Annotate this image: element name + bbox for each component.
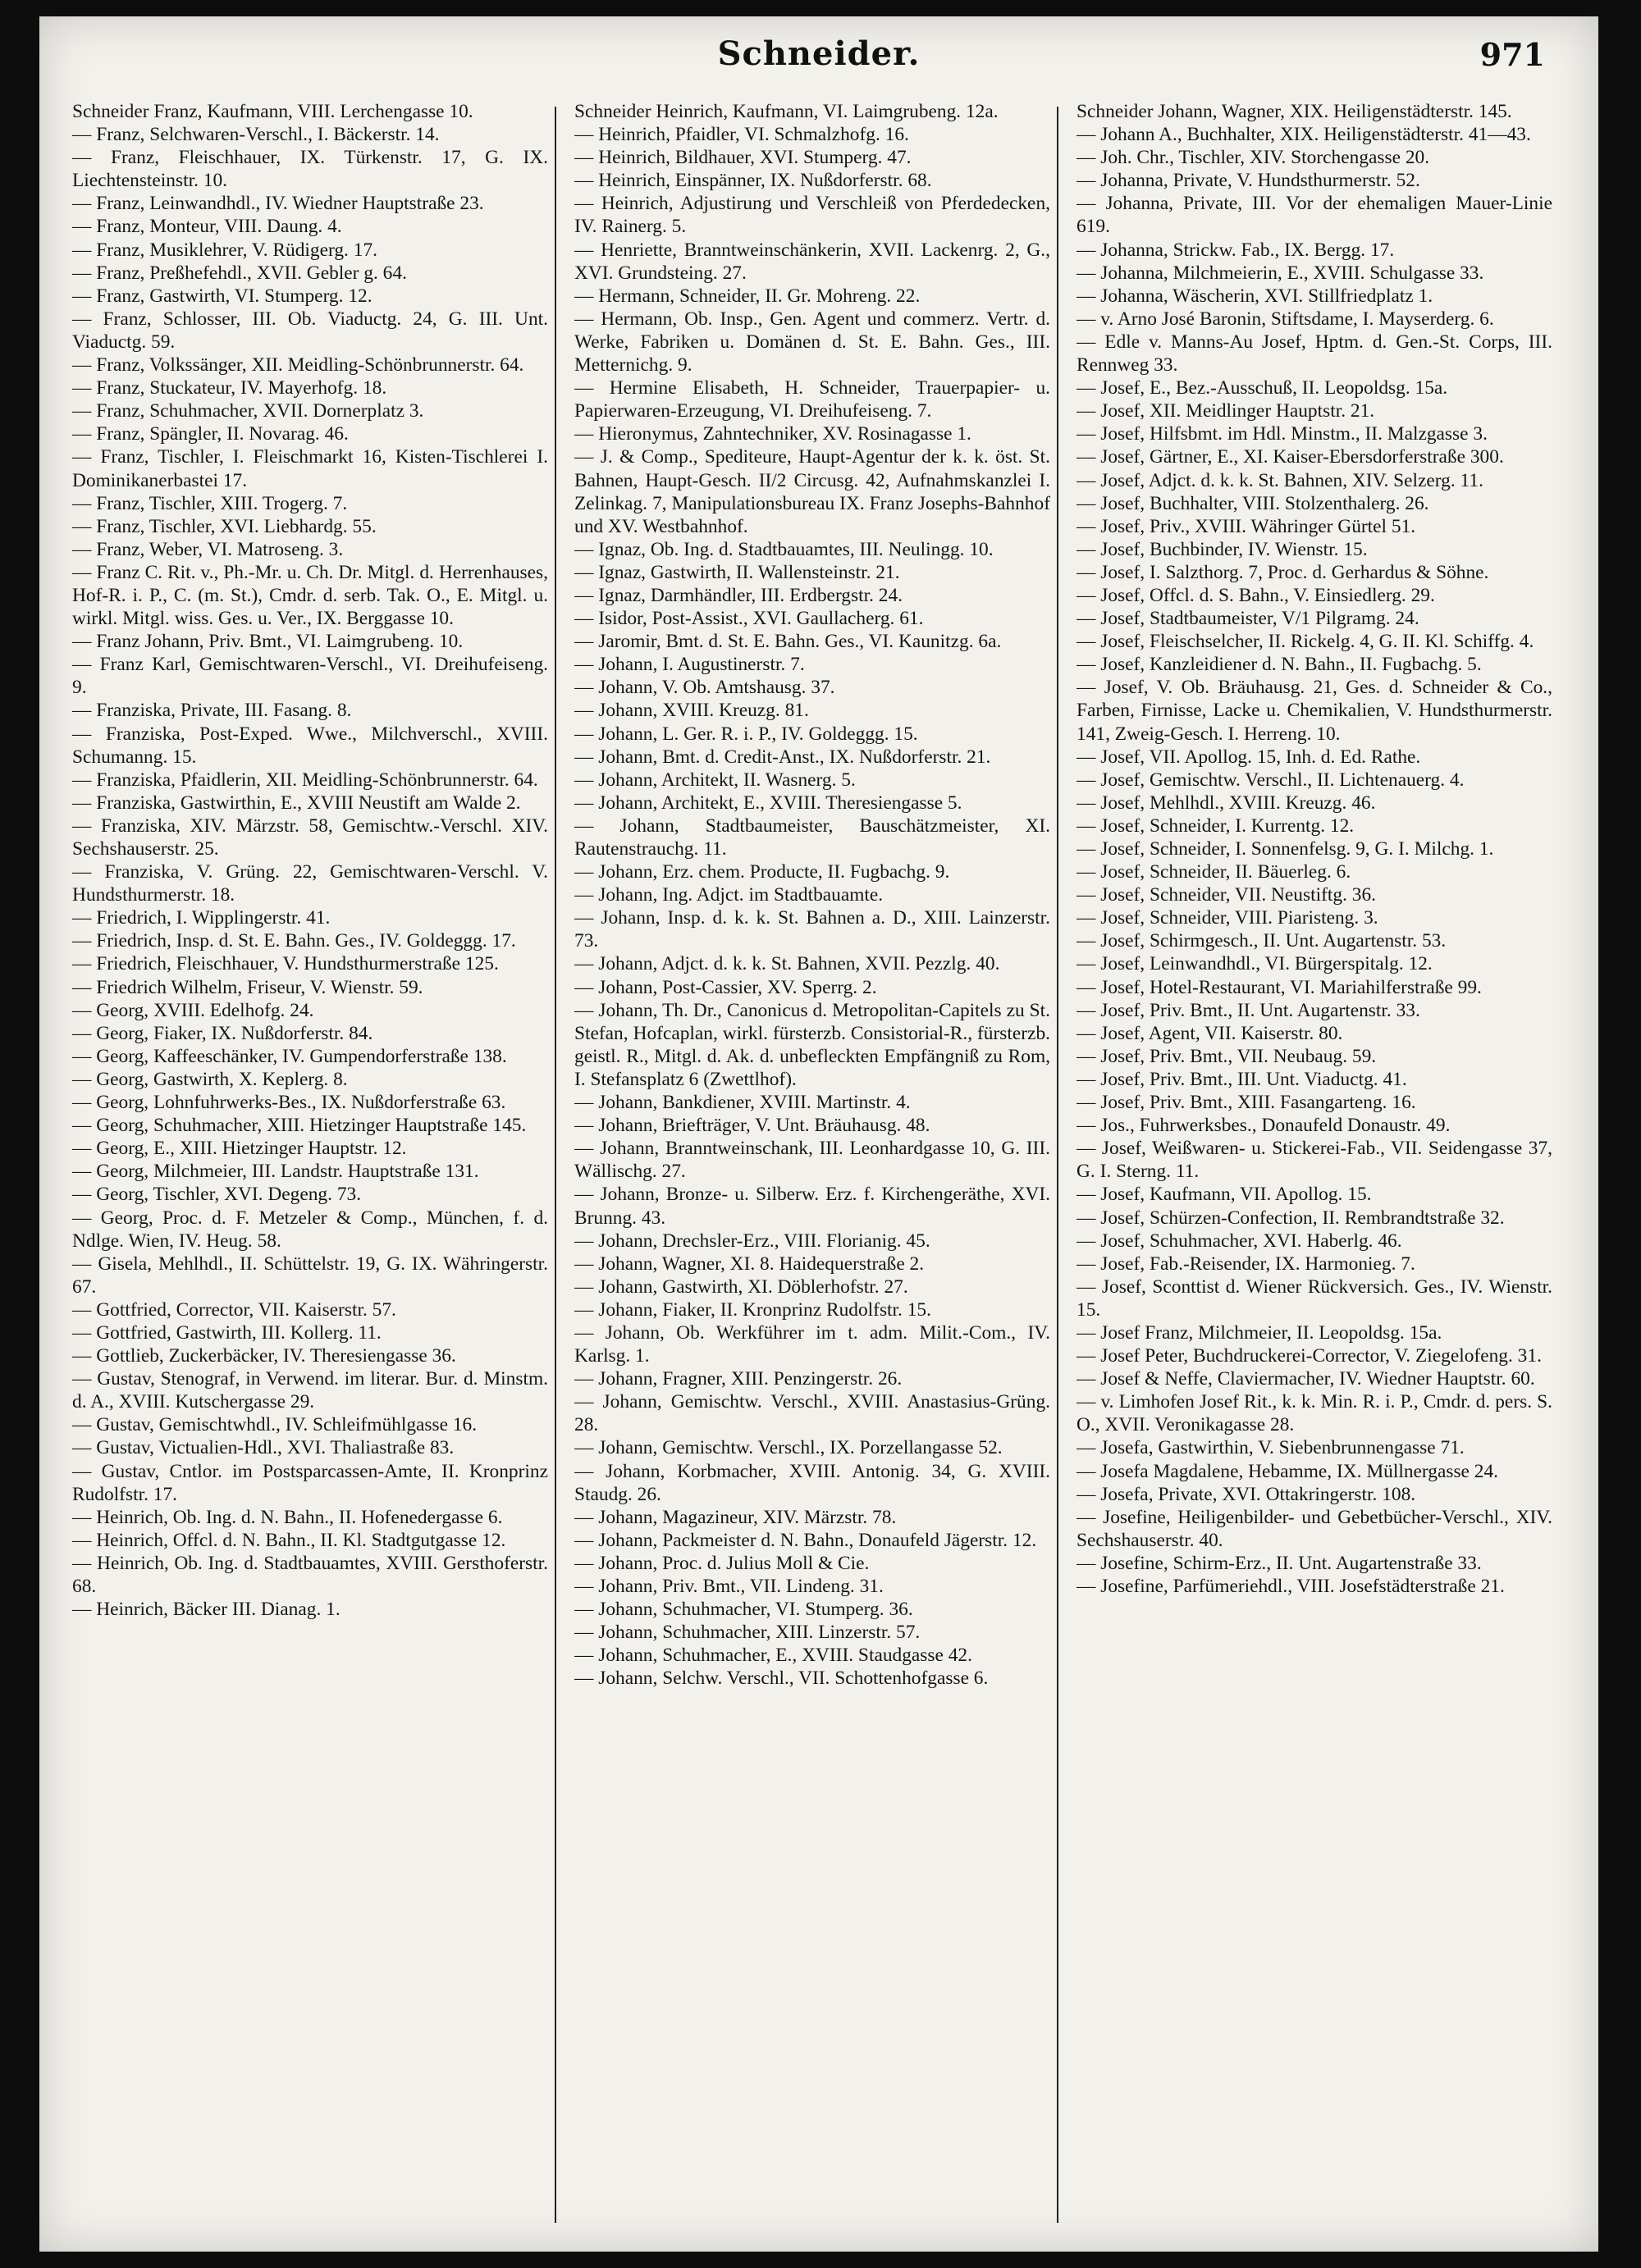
directory-entry: — Johanna, Private, V. Hundsthurmerstr. 52.: [1076, 170, 1420, 192]
directory-entry: — Franziska, Pfaidlerin, XII. Meidling-Schönbrunnerstr. 64.: [72, 769, 538, 791]
directory-entry: — Josef, Kaufmann, VII. Apollog. 15.: [1076, 1184, 1372, 1206]
directory-entry: — Johann, Bronze- u. Silberw. Erz. f. Kirchengeräthe, XVI. Brunng. 43.: [574, 1184, 1050, 1229]
directory-entry: — Heinrich, Ob. Ing. d. Stadtbauamtes, XVIII. Gersthoferstr. 68.: [72, 1552, 548, 1597]
directory-entry: — Josef, Schneider, I. Kurrentg. 12.: [1076, 815, 1355, 837]
directory-entry: — Josef Franz, Milchmeier, II. Leopoldsg. 15a.: [1076, 1321, 1442, 1344]
directory-entry: — Johann, Wagner, XI. 8. Haidequerstraße 2.: [574, 1253, 925, 1275]
directory-entry: — Josef, Gemischtw. Verschl., II. Lichtenauerg. 4.: [1076, 769, 1465, 791]
directory-entry: — Heinrich, Einspänner, IX. Nußdorferstr. 68.: [574, 170, 932, 192]
directory-entry: — Franziska, Post-Exped. Wwe., Milchverschl., XVIII. Schumanng. 15.: [72, 723, 548, 768]
directory-entry: — Franz, Weber, VI. Matroseng. 3.: [72, 538, 344, 560]
directory-entry: — Georg, Fiaker, IX. Nußdorferstr. 84.: [72, 1022, 373, 1044]
directory-entry: — Friedrich, I. Wipplingerstr. 41.: [72, 907, 331, 929]
directory-entry: — Heinrich, Bäcker III. Dianag. 1.: [72, 1599, 341, 1621]
directory-entry: — Johann, Drechsler-Erz., VIII. Florianig. 45.: [574, 1230, 930, 1252]
directory-entry: — Josef, Mehlhdl., XVIII. Kreuzg. 46.: [1076, 792, 1376, 814]
directory-entry: — Franz, Monteur, VIII. Daung. 4.: [72, 216, 342, 238]
column-3: [1076, 100, 1552, 2233]
directory-entry: — Johann, Erz. chem. Producte, II. Fugbachg. 9.: [574, 861, 950, 883]
directory-entry: — Heinrich, Ob. Ing. d. N. Bahn., II. Hofenedergasse 6.: [72, 1506, 503, 1528]
directory-entry: — Josef, Schürzen-Confection, II. Rembrandtstraße 32.: [1076, 1207, 1505, 1229]
directory-entry: — v. Arno José Baronin, Stiftsdame, I. Mayserderg. 6.: [1076, 308, 1494, 330]
directory-entry: — Friedrich Wilhelm, Friseur, V. Wienstr. 59.: [72, 976, 423, 998]
directory-entry: — Josef, Stadtbaumeister, V/1 Pilgramg. 24.: [1076, 608, 1419, 630]
directory-entry: — Johann, Ob. Werkführer im t. adm. Milit.-Com., IV. Karlsg. 1.: [574, 1321, 1050, 1367]
directory-entry: — Johann, Gastwirth, XI. Döblerhofstr. 27.: [574, 1275, 908, 1298]
directory-entry: — Johann, Fiaker, II. Kronprinz Rudolfstr. 15.: [574, 1298, 931, 1321]
directory-entry: — Johanna, Private, III. Vor der ehemaligen Mauer-Linie 619.: [1076, 193, 1552, 238]
directory-entry: — Josef, XII. Meidlinger Hauptstr. 21.: [1076, 400, 1375, 422]
directory-entry: — Gisela, Mehlhdl., II. Schüttelstr. 19, G. IX. Währingerstr. 67.: [72, 1253, 548, 1298]
directory-entry: — Franziska, V. Grüng. 22, Gemischtwaren-Verschl. V. Hundsthurmerstr. 18.: [72, 861, 548, 906]
directory-entry: — v. Limhofen Josef Rit., k. k. Min. R. i. P., Cmdr. d. pers. S. O., XVII. Veronikagasse 28.: [1076, 1391, 1552, 1436]
directory-entry: — Josef, E., Bez.-Ausschuß, II. Leopoldsg. 15a.: [1076, 377, 1448, 399]
directory-entry: — Johanna, Milchmeierin, E., XVIII. Schulgasse 33.: [1076, 262, 1484, 284]
directory-entry: — Franz, Leinwandhdl., IV. Wiedner Hauptstraße 23.: [72, 193, 484, 215]
directory-entry: — Henriette, Branntweinschänkerin, XVII. Lackenrg. 2, G., XVI. Grundsteing. 27.: [574, 239, 1050, 284]
directory-entry: — Franz, Gastwirth, VI. Stumperg. 12.: [72, 285, 373, 307]
directory-entry: — Ignaz, Gastwirth, II. Wallensteinstr. 21.: [574, 561, 900, 583]
directory-entry: — Franz, Musiklehrer, V. Rüdigerg. 17.: [72, 239, 377, 261]
directory-entry: — Johann, Fragner, XIII. Penzingerstr. 26.: [574, 1368, 903, 1390]
directory-entry: — Johann, Gemischtw. Verschl., IX. Porzellangasse 52.: [574, 1437, 1003, 1459]
directory-entry: — Johann, Bankdiener, XVIII. Martinstr. 4.: [574, 1092, 911, 1114]
directory-entry: — Josef, Priv. Bmt., III. Unt. Viaductg. 41.: [1076, 1068, 1407, 1090]
directory-entry: — Johann, Proc. d. Julius Moll & Cie.: [574, 1552, 870, 1574]
directory-entry: — Josef Peter, Buchdruckerei-Corrector, V. Ziegelofeng. 31.: [1076, 1345, 1542, 1367]
directory-entry: — Joh. Chr., Tischler, XIV. Storchengasse 20.: [1076, 147, 1430, 169]
directory-entry: — Franz, Tischler, XVI. Liebhardg. 55.: [72, 515, 377, 537]
directory-entry: — Heinrich, Adjustirung und Verschleiß von Pferdedecken, IV. Rainerg. 5.: [574, 193, 1050, 238]
directory-entry: — Josef, Schneider, I. Sonnenfelsg. 9, G. I. Milchg. 1.: [1076, 838, 1494, 860]
directory-entry: — Franz, Fleischhauer, IX. Türkenstr. 17, G. IX. Liechtensteinstr. 10.: [72, 147, 548, 192]
directory-entry: — Johann, Post-Cassier, XV. Sperrg. 2.: [574, 976, 877, 998]
directory-entry: — Friedrich, Insp. d. St. E. Bahn. Ges., IV. Goldeggg. 17.: [72, 930, 516, 952]
directory-entry: — Josef, I. Salzthorg. 7, Proc. d. Gerhardus & Söhne.: [1076, 561, 1489, 583]
directory-entry: — Jos., Fuhrwerksbes., Donaufeld Donaustr. 49.: [1076, 1115, 1451, 1137]
directory-entry: — Johann, Priv. Bmt., VII. Lindeng. 31.: [574, 1576, 884, 1597]
directory-entry: — Franz, Selchwaren-Verschl., I. Bäckerstr. 14.: [72, 124, 440, 146]
directory-entry: — Gottfried, Gastwirth, III. Kollerg. 11.: [72, 1321, 382, 1344]
directory-entry: — Josefine, Parfümeriehdl., VIII. Josefstädterstraße 21.: [1076, 1576, 1505, 1597]
directory-entry: — Georg, Gastwirth, X. Keplerg. 8.: [72, 1068, 348, 1090]
directory-entry: — Johann, Magazineur, XIV. Märzstr. 78.: [574, 1506, 897, 1528]
directory-entry: — Josefa Magdalene, Hebamme, IX. Müllnergasse 24.: [1076, 1460, 1499, 1482]
directory-entry: — Gottfried, Corrector, VII. Kaiserstr. 57.: [72, 1298, 396, 1321]
directory-entry: Schneider Johann, Wagner, XIX. Heiligenstädterstr. 145.: [1076, 101, 1512, 122]
directory-entry: — Josef, Agent, VII. Kaiserstr. 80.: [1076, 1022, 1343, 1044]
column-rule: [555, 107, 556, 2223]
directory-entry: — Johann, Selchw. Verschl., VII. Schottenhofgasse 6.: [574, 1668, 989, 1690]
directory-entry: — Johann, Adjct. d. k. k. St. Bahnen, XVII. Pezzlg. 40.: [574, 953, 1000, 975]
directory-entry: — Franziska, XIV. Märzstr. 58, Gemischtw.-Verschl. XIV. Sechshauserstr. 25.: [72, 815, 548, 860]
directory-entry: — Ignaz, Darmhändler, III. Erdbergstr. 24.: [574, 584, 903, 606]
directory-entry: — Josef, Kanzleidiener d. N. Bahn., II. Fugbachg. 5.: [1076, 654, 1482, 676]
directory-entry: Schneider Heinrich, Kaufmann, VI. Laimgrubeng. 12a.: [574, 101, 999, 122]
directory-entry: — Josef, Offcl. d. S. Bahn., V. Einsiedlerg. 29.: [1076, 584, 1435, 606]
directory-entry: — Hieronymus, Zahntechniker, XV. Rosinagasse 1.: [574, 423, 971, 445]
page-number: 971: [1479, 36, 1545, 73]
directory-entry: — Georg, E., XIII. Hietzinger Hauptstr. 12.: [72, 1138, 407, 1160]
directory-entry: Schneider Franz, Kaufmann, VIII. Lerchengasse 10.: [72, 101, 473, 122]
directory-entry: — Josef, Sconttist d. Wiener Rückversich. Ges., IV. Wienstr. 15.: [1076, 1275, 1552, 1321]
directory-entry: — Johann, Bmt. d. Credit-Anst., IX. Nußdorferstr. 21.: [574, 746, 991, 768]
directory-entry: — Franz, Stuckateur, IV. Mayerhofg. 18.: [72, 377, 387, 399]
directory-entry: — Josef, Schneider, VIII. Piaristeng. 3.: [1076, 907, 1378, 929]
directory-entry: — Johann, XVIII. Kreuzg. 81.: [574, 700, 809, 722]
directory-entry: — Franz C. Rit. v., Ph.-Mr. u. Ch. Dr. Mitgl. d. Herrenhauses, Hof-R. i. P., C. (m. St.), Cmdr. d. serb. Tak. O., E. Mitgl. u. wirkl. Mitgl. wiss. Ges. u. Ver., IX. Berggasse 10.: [72, 561, 548, 630]
directory-entry: — Josef, V. Ob. Bräuhausg. 21, Ges. d. Schneider & Co., Farben, Firnisse, Lacke u. Chemikalien, V. Hundsthurmerstr. 141, Zweig-Gesch. I. Herreng. 10.: [1076, 677, 1552, 745]
directory-entry: — Josef, Buchhalter, VIII. Stolzenthalerg. 26.: [1076, 492, 1429, 514]
directory-entry: — Josef, VII. Apollog. 15, Inh. d. Ed. Rathe.: [1076, 746, 1421, 768]
directory-entry: — Johann, Architekt, E., XVIII. Theresiengasse 5.: [574, 792, 962, 814]
directory-entry: — Franziska, Private, III. Fasang. 8.: [72, 700, 352, 722]
directory-entry: — Georg, Tischler, XVI. Degeng. 73.: [72, 1184, 362, 1206]
directory-entry: — Edle v. Manns-Au Josef, Hptm. d. Gen.-St. Corps, III. Rennweg 33.: [1076, 331, 1552, 376]
directory-entry: — Josef, Priv. Bmt., II. Unt. Augartenstr. 33.: [1076, 999, 1420, 1021]
directory-entry: — Ignaz, Ob. Ing. d. Stadtbauamtes, III. Neulingg. 10.: [574, 538, 994, 560]
directory-entry: — Isidor, Post-Assist., XVI. Gaullacherg. 61.: [574, 608, 924, 630]
directory-entry: — Johann, L. Ger. R. i. P., IV. Goldeggg. 15.: [574, 723, 918, 745]
directory-entry: — Johann, Briefträger, V. Unt. Bräuhausg. 48.: [574, 1115, 930, 1137]
directory-entry: — Josef, Priv., XVIII. Währinger Gürtel 51.: [1076, 515, 1416, 537]
directory-entry: — Johanna, Strickw. Fab., IX. Bergg. 17.: [1076, 239, 1395, 261]
directory-entry: — Johann, I. Augustinerstr. 7.: [574, 654, 805, 676]
directory-entry: — Johann, Korbmacher, XVIII. Antonig. 34, G. XVIII. Staudg. 26.: [574, 1460, 1050, 1505]
directory-entry: — Johann, Schuhmacher, XIII. Linzerstr. 57.: [574, 1622, 921, 1644]
directory-entry: — Franz Karl, Gemischtwaren-Verschl., VI. Dreihufeiseng. 9.: [72, 654, 548, 699]
directory-entry: — Franz, Tischler, I. Fleischmarkt 16, Kisten-Tischlerei I. Dominikanerbastei 17.: [72, 446, 548, 491]
directory-entry: — Franz, Spängler, II. Novarag. 46.: [72, 423, 349, 445]
directory-entry: — Josefine, Schirm-Erz., II. Unt. Augartenstraße 33.: [1076, 1552, 1482, 1574]
directory-entry: — Gustav, Stenograf, in Verwend. im literar. Bur. d. Minstm. d. A., XVIII. Kutschergasse 29.: [72, 1368, 548, 1413]
directory-entry: — Hermann, Schneider, II. Gr. Mohreng. 22.: [574, 285, 921, 307]
directory-entry: — Gottlieb, Zuckerbäcker, IV. Theresiengasse 36.: [72, 1345, 456, 1367]
column-1: [72, 100, 548, 2233]
directory-entry: — Franz Johann, Priv. Bmt., VI. Laimgrubeng. 10.: [72, 631, 464, 653]
directory-entry: — Josef, Priv. Bmt., XIII. Fasangarteng. 16.: [1076, 1092, 1416, 1114]
directory-entry: — Josefa, Gastwirthin, V. Siebenbrunnengasse 71.: [1076, 1437, 1465, 1459]
directory-entry: — Johann, Ing. Adjct. im Stadtbauamte.: [574, 884, 884, 906]
directory-entry: — Johann, Branntweinschank, III. Leonhardgasse 10, G. III. Wällischg. 27.: [574, 1138, 1050, 1183]
directory-entry: — Josef, Priv. Bmt., VII. Neubaug. 59.: [1076, 1045, 1377, 1067]
directory-entry: — Franziska, Gastwirthin, E., XVIII Neustift am Walde 2.: [72, 792, 521, 814]
directory-entry: — Gustav, Victualien-Hdl., XVI. Thaliastraße 83.: [72, 1437, 455, 1459]
directory-entry: — Jaromir, Bmt. d. St. E. Bahn. Ges., VI. Kaunitzg. 6a.: [574, 631, 1002, 653]
directory-entry: — Franz, Schuhmacher, XVII. Dornerplatz 3.: [72, 400, 424, 422]
directory-entry: — Josef, Buchbinder, IV. Wienstr. 15.: [1076, 538, 1368, 560]
directory-entry: — Josef, Hilfsbmt. im Hdl. Minstm., II. Malzgasse 3.: [1076, 423, 1488, 445]
directory-entry: — Johann, Architekt, II. Wasnerg. 5.: [574, 769, 856, 791]
directory-entry: — Josef, Fleischselcher, II. Rickelg. 4, G. II. Kl. Schiffg. 4.: [1076, 631, 1534, 653]
directory-entry: — Georg, XVIII. Edelhofg. 24.: [72, 999, 314, 1021]
directory-entry: — Johann, Insp. d. k. k. St. Bahnen a. D., XIII. Lainzerstr. 73.: [574, 907, 1050, 952]
directory-entry: — Josef, Fab.-Reisender, IX. Harmonieg. 7.: [1076, 1253, 1415, 1275]
directory-entry: — Heinrich, Bildhauer, XVI. Stumperg. 47.: [574, 147, 912, 169]
directory-entry: — Johann, Th. Dr., Canonicus d. Metropolitan-Capitels zu St. Stefan, Hofcaplan, wirkl. fürsterzb. Consistorial-R., fürsterzb. geistl. R., Mitgl. d. Ak. d. unbefleckten Empfängniß zu Rom, I. Stefansplatz 6 (Zwettlhof).: [574, 999, 1050, 1090]
directory-entry: — Hermann, Ob. Insp., Gen. Agent und commerz. Vertr. d. Werke, Fabriken u. Domänen d. St. E. Bahn. Ges., III. Metternichg. 9.: [574, 308, 1050, 376]
directory-entry: — Friedrich, Fleischhauer, V. Hundsthurmerstraße 125.: [72, 953, 499, 975]
directory-entry: — Franz, Preßhefehdl., XVII. Gebler g. 64.: [72, 262, 407, 284]
directory-entry: — Franz, Volkssänger, XII. Meidling-Schönbrunnerstr. 64.: [72, 354, 524, 376]
directory-entry: — Georg, Milchmeier, III. Landstr. Hauptstraße 131.: [72, 1161, 479, 1183]
directory-entry: — Johann, Gemischtw. Verschl., XVIII. Anastasius-Grüng. 28.: [574, 1391, 1050, 1436]
directory-entry: — Josef, Schneider, VII. Neustiftg. 36.: [1076, 884, 1377, 906]
directory-entry: — Georg, Schuhmacher, XIII. Hietzinger Hauptstraße 145.: [72, 1115, 527, 1137]
directory-entry: — Franz, Schlosser, III. Ob. Viaductg. 24, G. III. Unt. Viaductg. 59.: [72, 308, 548, 353]
directory-entry: — Johann, Packmeister d. N. Bahn., Donaufeld Jägerstr. 12.: [574, 1529, 1037, 1551]
directory-entry: — Georg, Proc. d. F. Metzeler & Comp., München, f. d. Ndlge. Wien, IV. Heug. 58.: [72, 1207, 548, 1252]
directory-entry: — Johann, Schuhmacher, E., XVIII. Staudgasse 42.: [574, 1645, 972, 1667]
directory-entry: — Hermine Elisabeth, H. Schneider, Trauerpapier- u. Papierwaren-Erzeugung, VI. Dreihufeiseng. 7.: [574, 377, 1050, 422]
directory-entry: — Gustav, Gemischtwhdl., IV. Schleifmühlgasse 16.: [72, 1414, 478, 1436]
column-2: [574, 100, 1050, 2233]
directory-entry: — Heinrich, Offcl. d. N. Bahn., II. Kl. Stadtgutgasse 12.: [72, 1529, 506, 1551]
directory-entry: — Josef & Neffe, Claviermacher, IV. Wiedner Hauptstr. 60.: [1076, 1368, 1535, 1390]
directory-entry: — Georg, Kaffeeschänker, IV. Gumpendorferstraße 138.: [72, 1045, 507, 1067]
directory-entry: — Josef, Gärtner, E., XI. Kaiser-Ebersdorferstraße 300.: [1076, 446, 1504, 468]
directory-entry: — Josefine, Heiligenbilder- und Gebetbücher-Verschl., XIV. Sechshauserstr. 40.: [1076, 1506, 1552, 1551]
directory-entry: — Franz, Tischler, XIII. Trogerg. 7.: [72, 492, 348, 514]
page-title: Schneider.: [717, 34, 921, 73]
directory-entry: — Josefa, Private, XVI. Ottakringerstr. 108.: [1076, 1483, 1416, 1505]
directory-entry: — Gustav, Cntlor. im Postsparcassen-Amte, II. Kronprinz Rudolfstr. 17.: [72, 1460, 548, 1505]
directory-entry: — Heinrich, Pfaidler, VI. Schmalzhofg. 16.: [574, 124, 909, 146]
directory-entry: — Johann, V. Ob. Amtshausg. 37.: [574, 677, 835, 699]
directory-entry: — Josef, Schneider, II. Bäuerleg. 6.: [1076, 861, 1351, 883]
directory-page: [39, 16, 1598, 2252]
directory-entry: — Johann A., Buchhalter, XIX. Heiligenstädterstr. 41—43.: [1076, 124, 1531, 146]
directory-entry: — Josef, Schuhmacher, XVI. Haberlg. 46.: [1076, 1230, 1402, 1252]
directory-entry: — Josef, Hotel-Restaurant, VI. Mariahilferstraße 99.: [1076, 976, 1482, 998]
directory-entry: — Josef, Adjct. d. k. k. St. Bahnen, XIV. Selzerg. 11.: [1076, 469, 1483, 491]
directory-entry: — J. & Comp., Spediteure, Haupt-Agentur der k. k. öst. St. Bahnen, Haupt-Gesch. II/2 Circusg. 42, Aufnahmskanzlei I. Zelinkag. 7, Manipulationsbureau IX. Franz Josephs-Bahnhof und XV. Westbahnhof.: [574, 446, 1050, 537]
running-head: [39, 34, 1598, 92]
directory-entry: — Johann, Stadtbaumeister, Bauschätzmeister, XI. Rautenstrauchg. 11.: [574, 815, 1050, 860]
directory-entry: — Johann, Schuhmacher, VI. Stumperg. 36.: [574, 1599, 913, 1621]
directory-entry: — Josef, Leinwandhdl., VI. Bürgerspitalg. 12.: [1076, 953, 1433, 975]
directory-entry: — Josef, Weißwaren- u. Stickerei-Fab., VII. Seidengasse 37, G. I. Sterng. 11.: [1076, 1138, 1552, 1183]
directory-entry: — Georg, Lohnfuhrwerks-Bes., IX. Nußdorferstraße 63.: [72, 1092, 506, 1114]
directory-entry: — Johanna, Wäscherin, XVI. Stillfriedplatz 1.: [1076, 285, 1433, 307]
directory-entry: — Josef, Schirmgesch., II. Unt. Augartenstr. 53.: [1076, 930, 1447, 952]
column-rule: [1057, 107, 1058, 2223]
